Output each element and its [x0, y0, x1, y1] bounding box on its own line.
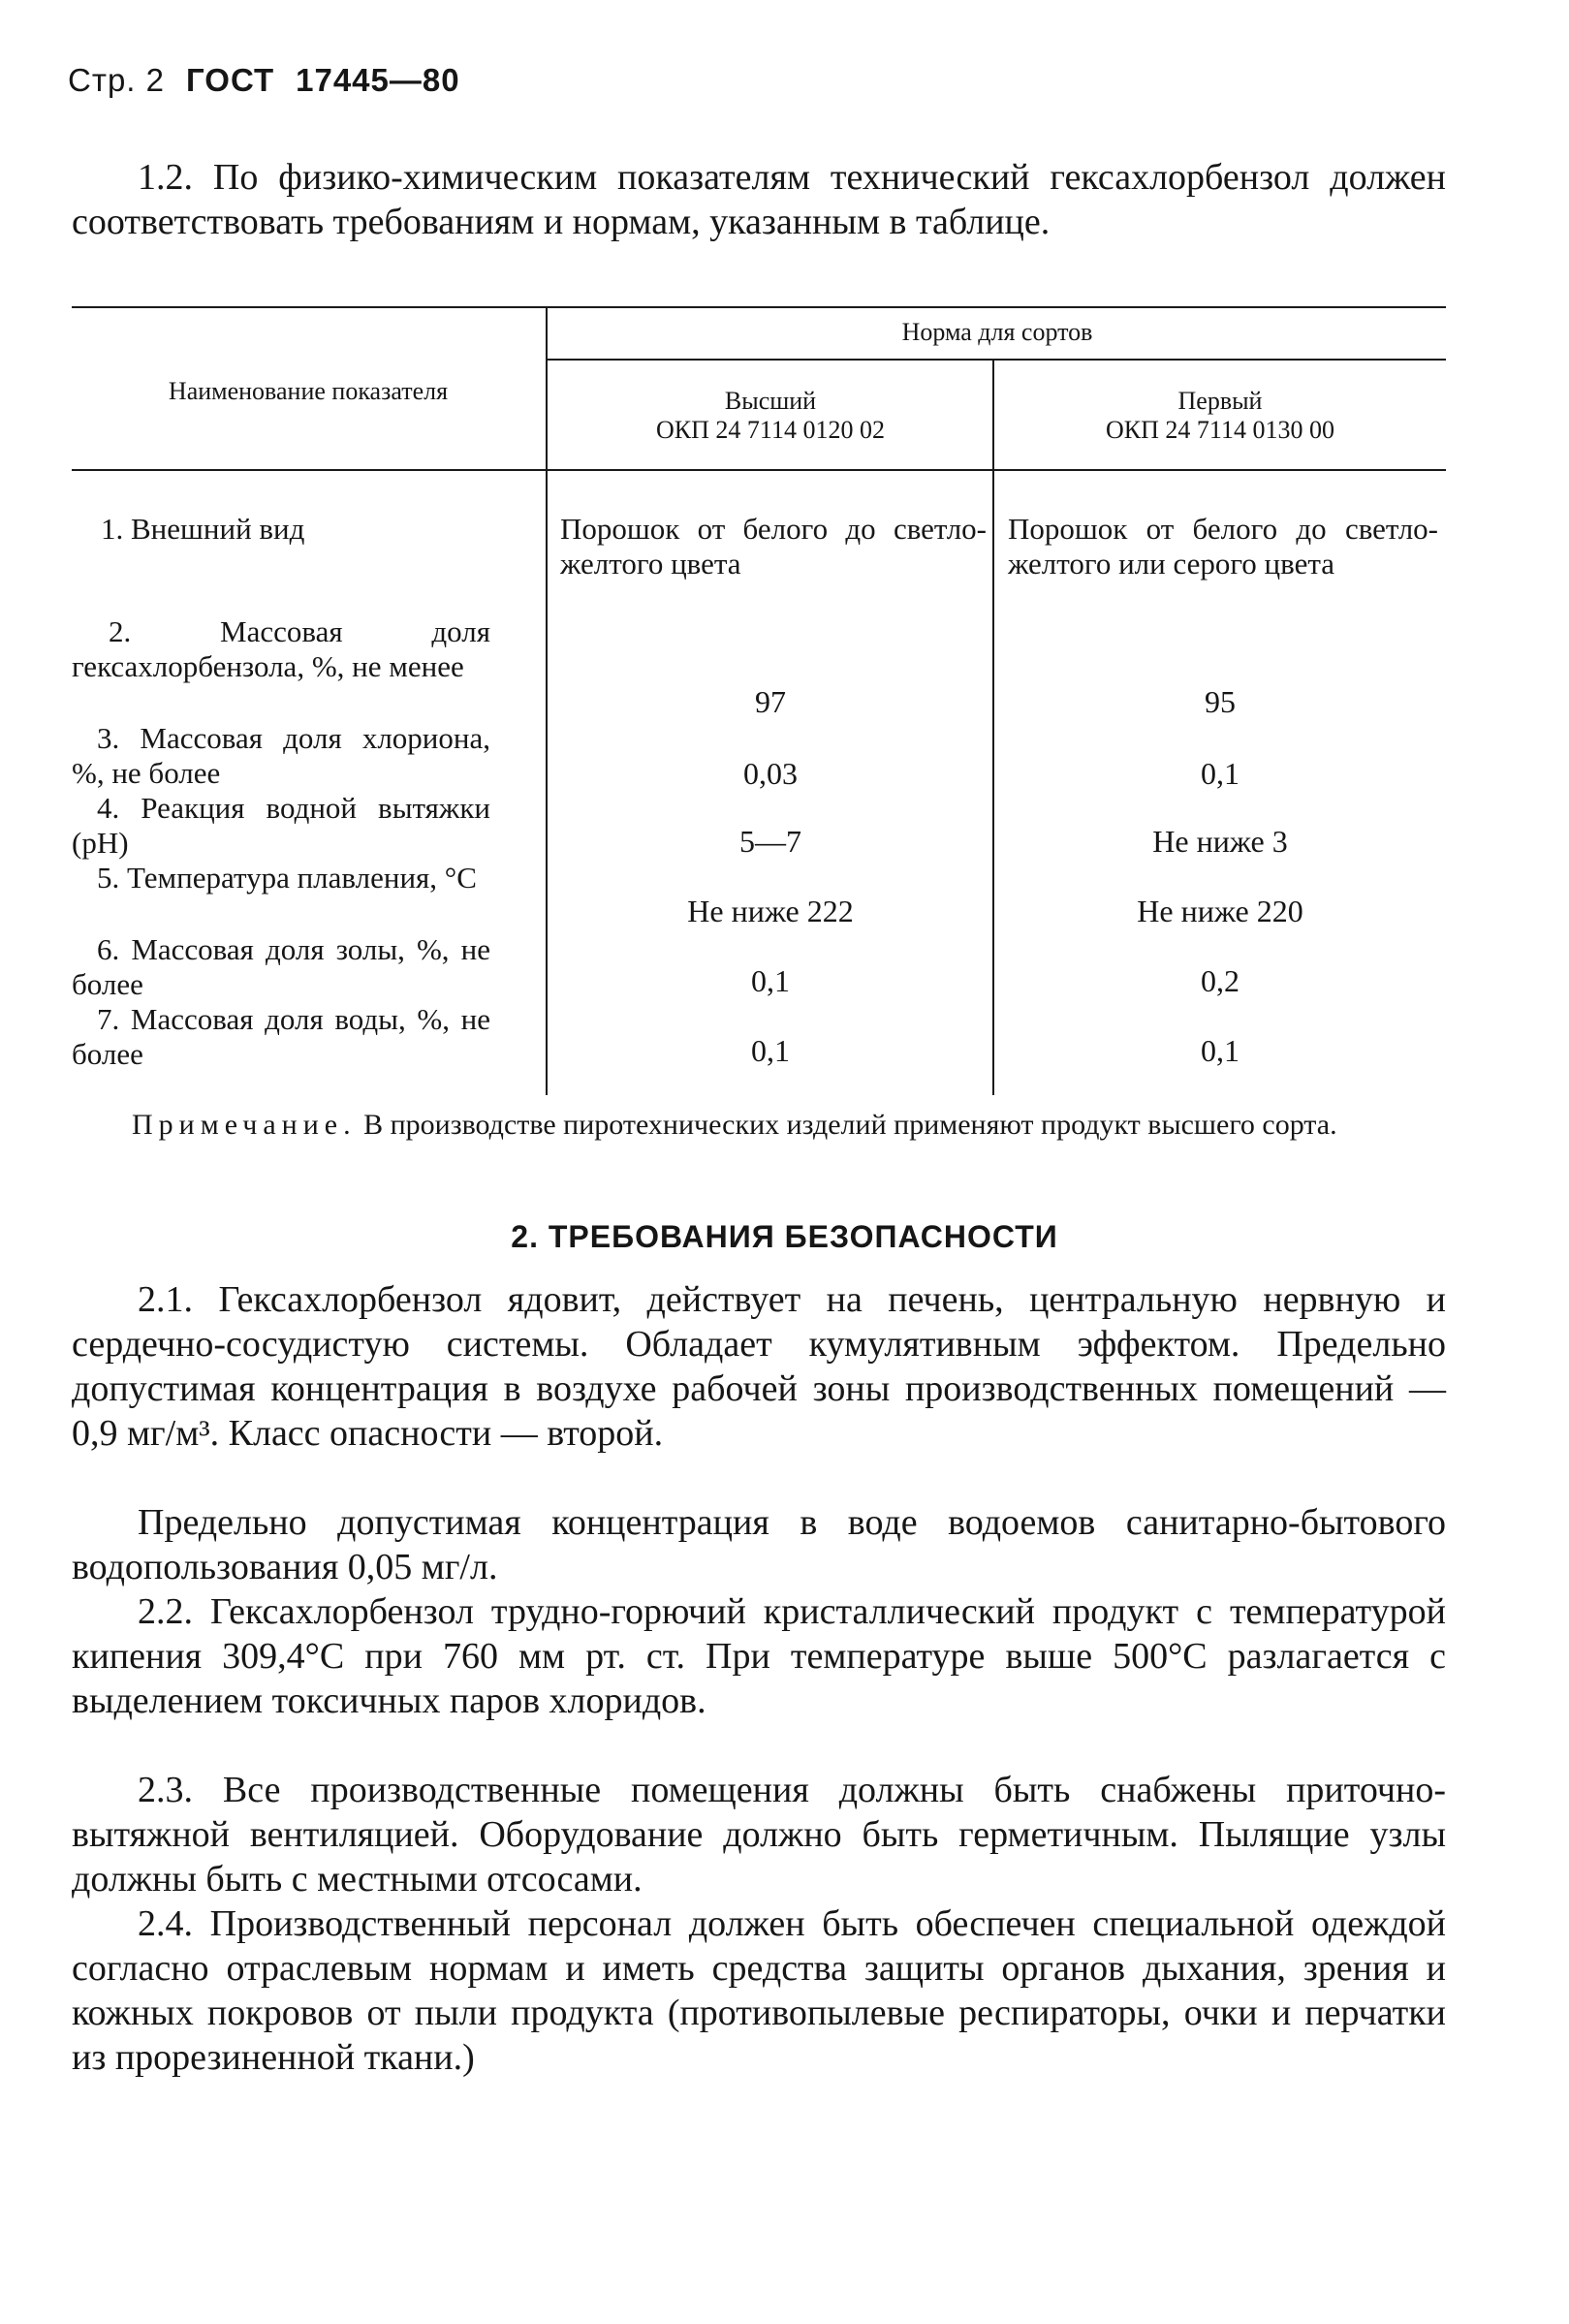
table-row-name: 4. Реакция водной вытяжки (рН) — [72, 791, 490, 860]
table-top-rule — [72, 306, 1446, 308]
norm-header-rule — [547, 359, 1446, 361]
standard-label: ГОСТ — [186, 62, 275, 98]
table-row-name: 1. Внешний вид — [101, 512, 305, 546]
table-row-value-first: Порошок от белого до светло-желтого или серого цвета — [1008, 512, 1438, 581]
clause-1-2: 1.2. По физико-химическим показателям технический гексахлорбензол должен соответствовать требованиям и нормам, указанным в таблице. — [72, 157, 1446, 242]
table-row-value-first: 0,1 — [1201, 1033, 1240, 1068]
indicator-name-header: Наименование показателя — [168, 377, 449, 405]
table-row-name: 2. Массовая доля гексахлорбензола, %, не менее — [72, 614, 490, 683]
table-row-value-highest: Порошок от белого до светло-желтого цвета — [560, 512, 987, 581]
note-label: Примечание. — [132, 1109, 357, 1141]
table-column-divider-1 — [546, 308, 548, 1095]
table-row-value-first: Не ниже 3 — [1152, 824, 1288, 859]
table-row-value-first: Не ниже 220 — [1137, 894, 1303, 928]
table-note — [72, 1107, 1446, 1144]
table-row-value-highest: 97 — [755, 684, 786, 719]
grade-first-code: ОКП 24 7114 0130 00 — [1106, 416, 1334, 444]
clause-2-3: 2.3. Все производственные помещения должны быть снабжены приточно-вытяжной вентиляцией. Оборудование должно быть герметичным. Пылящие узлы должны быть с местными отсосами. — [72, 1770, 1446, 1900]
clause-2-1-continued: Предельно допустимая концентрация в воде водоемов санитарно-бытового водопользования 0,05 мг/л. — [72, 1502, 1446, 1587]
norm-header: Норма для сортов — [901, 318, 1093, 346]
table-row-value-highest: 5—7 — [739, 824, 801, 859]
grade-highest-code: ОКП 24 7114 0120 02 — [656, 416, 885, 444]
table-row-value-first: 0,2 — [1201, 963, 1240, 998]
table-row-value-highest: 0,1 — [751, 963, 790, 998]
table-row-value-highest: Не ниже 222 — [687, 894, 854, 928]
grade-highest-name: Высший — [724, 387, 817, 415]
standard-number: 17445—80 — [296, 62, 460, 98]
table-row-value-first: 0,1 — [1201, 756, 1240, 791]
table-row-name: 5. Температура плавления, °С — [97, 861, 477, 895]
grade-first-name: Первый — [1177, 387, 1263, 415]
table-row-value-highest: 0,03 — [743, 756, 798, 791]
page-number: Стр. 2 — [68, 62, 165, 98]
table-row-name: 3. Массовая доля хлориона, %, не более — [72, 721, 490, 790]
section-title: 2. ТРЕБОВАНИЯ БЕЗОПАСНОСТИ — [511, 1219, 1058, 1254]
note-text: В производстве пиротехнических изделий применяют продукт высшего сорта. — [363, 1109, 1337, 1141]
table-row-value-first: 95 — [1205, 684, 1236, 719]
clause-2-1: 2.1. Гексахлорбензол ядовит, действует на печень, центральную нервную и сердечно-сосудистую системы. Обладает кумулятивным эффектом. Предельно допустимая концентрация в воздухе рабочей зоны производственных помещений — 0,9 мг/м³. Класс опасности — второй. — [72, 1279, 1446, 1454]
clause-2-2: 2.2. Гексахлорбензол трудно-горючий кристаллический продукт с температурой кипения 309,4°С при 760 мм рт. ст. При температуре выше 500°С разлагается с выделением токсичных паров хлоридов. — [72, 1591, 1446, 1721]
table-row-value-highest: 0,1 — [751, 1033, 790, 1068]
clause-2-4: 2.4. Производственный персонал должен быть обеспечен специальной одеждой согласно отраслевым нормам и иметь средства защиты органов дыхания, зрения и кожных покровов от пыли продукта (противопылевые респираторы, очки и перчатки из прорезиненной ткани.) — [72, 1903, 1446, 2078]
page-header — [68, 62, 460, 99]
table-row-name: 7. Массовая доля воды, %, не более — [72, 1002, 490, 1071]
table-row-name: 6. Массовая доля золы, %, не более — [72, 932, 490, 1001]
table-header-bottom-rule — [72, 469, 1446, 471]
